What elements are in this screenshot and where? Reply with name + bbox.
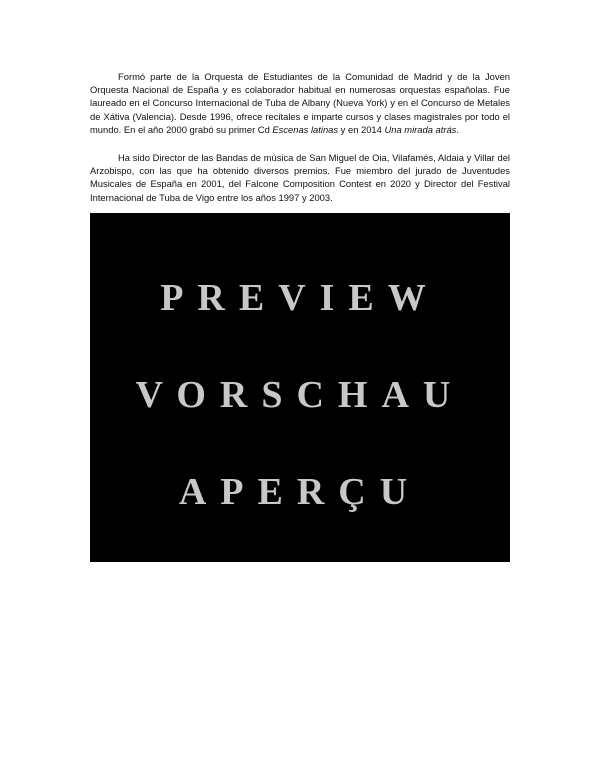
paragraph-2 [90,151,510,204]
watermark-apercu-text: APERÇU [178,471,422,513]
paragraph-1 [90,70,510,136]
watermark-vorschau-text: VORSCHAU [135,374,465,416]
paragraph-2-text: Ha sido Director de las Bandas de música de San Miguel de Oia, Vilafamés, Aldaia y Villar del Arzobispo, con las que ha obtenido diversos premios. Fue miembro del jurado de Juventudes Musicales de España en 2001, del Falcone Composition Contest en 2020 y Director del Festival Internacional de Tuba de Vigo entre los años 1997 y 2003. [90,152,510,203]
paragraph-1-text-middle: y en 2014 [338,123,385,135]
preview-watermark-overlay [90,213,510,562]
watermark-preview-text: PREVIEW [160,277,440,319]
paragraph-1-text-before: Formó parte de la Orquesta de Estudiantes de la Comunidad de Madrid y de la Joven Orquesta Nacional de España y es colaborador habitual en numerosas orquestas españolas. Fue laureado en el Concurso Internacional de Tuba de Albany (Nueva York) y en el Concurso de Metales de Xátiva (Valencia). Desde 1996, ofrece recitales e imparte cursos y clases magistrales por todo el mundo. En el año 2000 grabó su primer Cd [90,71,510,135]
album-title-escenas-latinas: Escenas latinas [272,123,339,135]
paragraph-1-text-after: . [456,123,459,135]
album-title-una-mirada-atras: Una mirada atrás [384,123,457,135]
